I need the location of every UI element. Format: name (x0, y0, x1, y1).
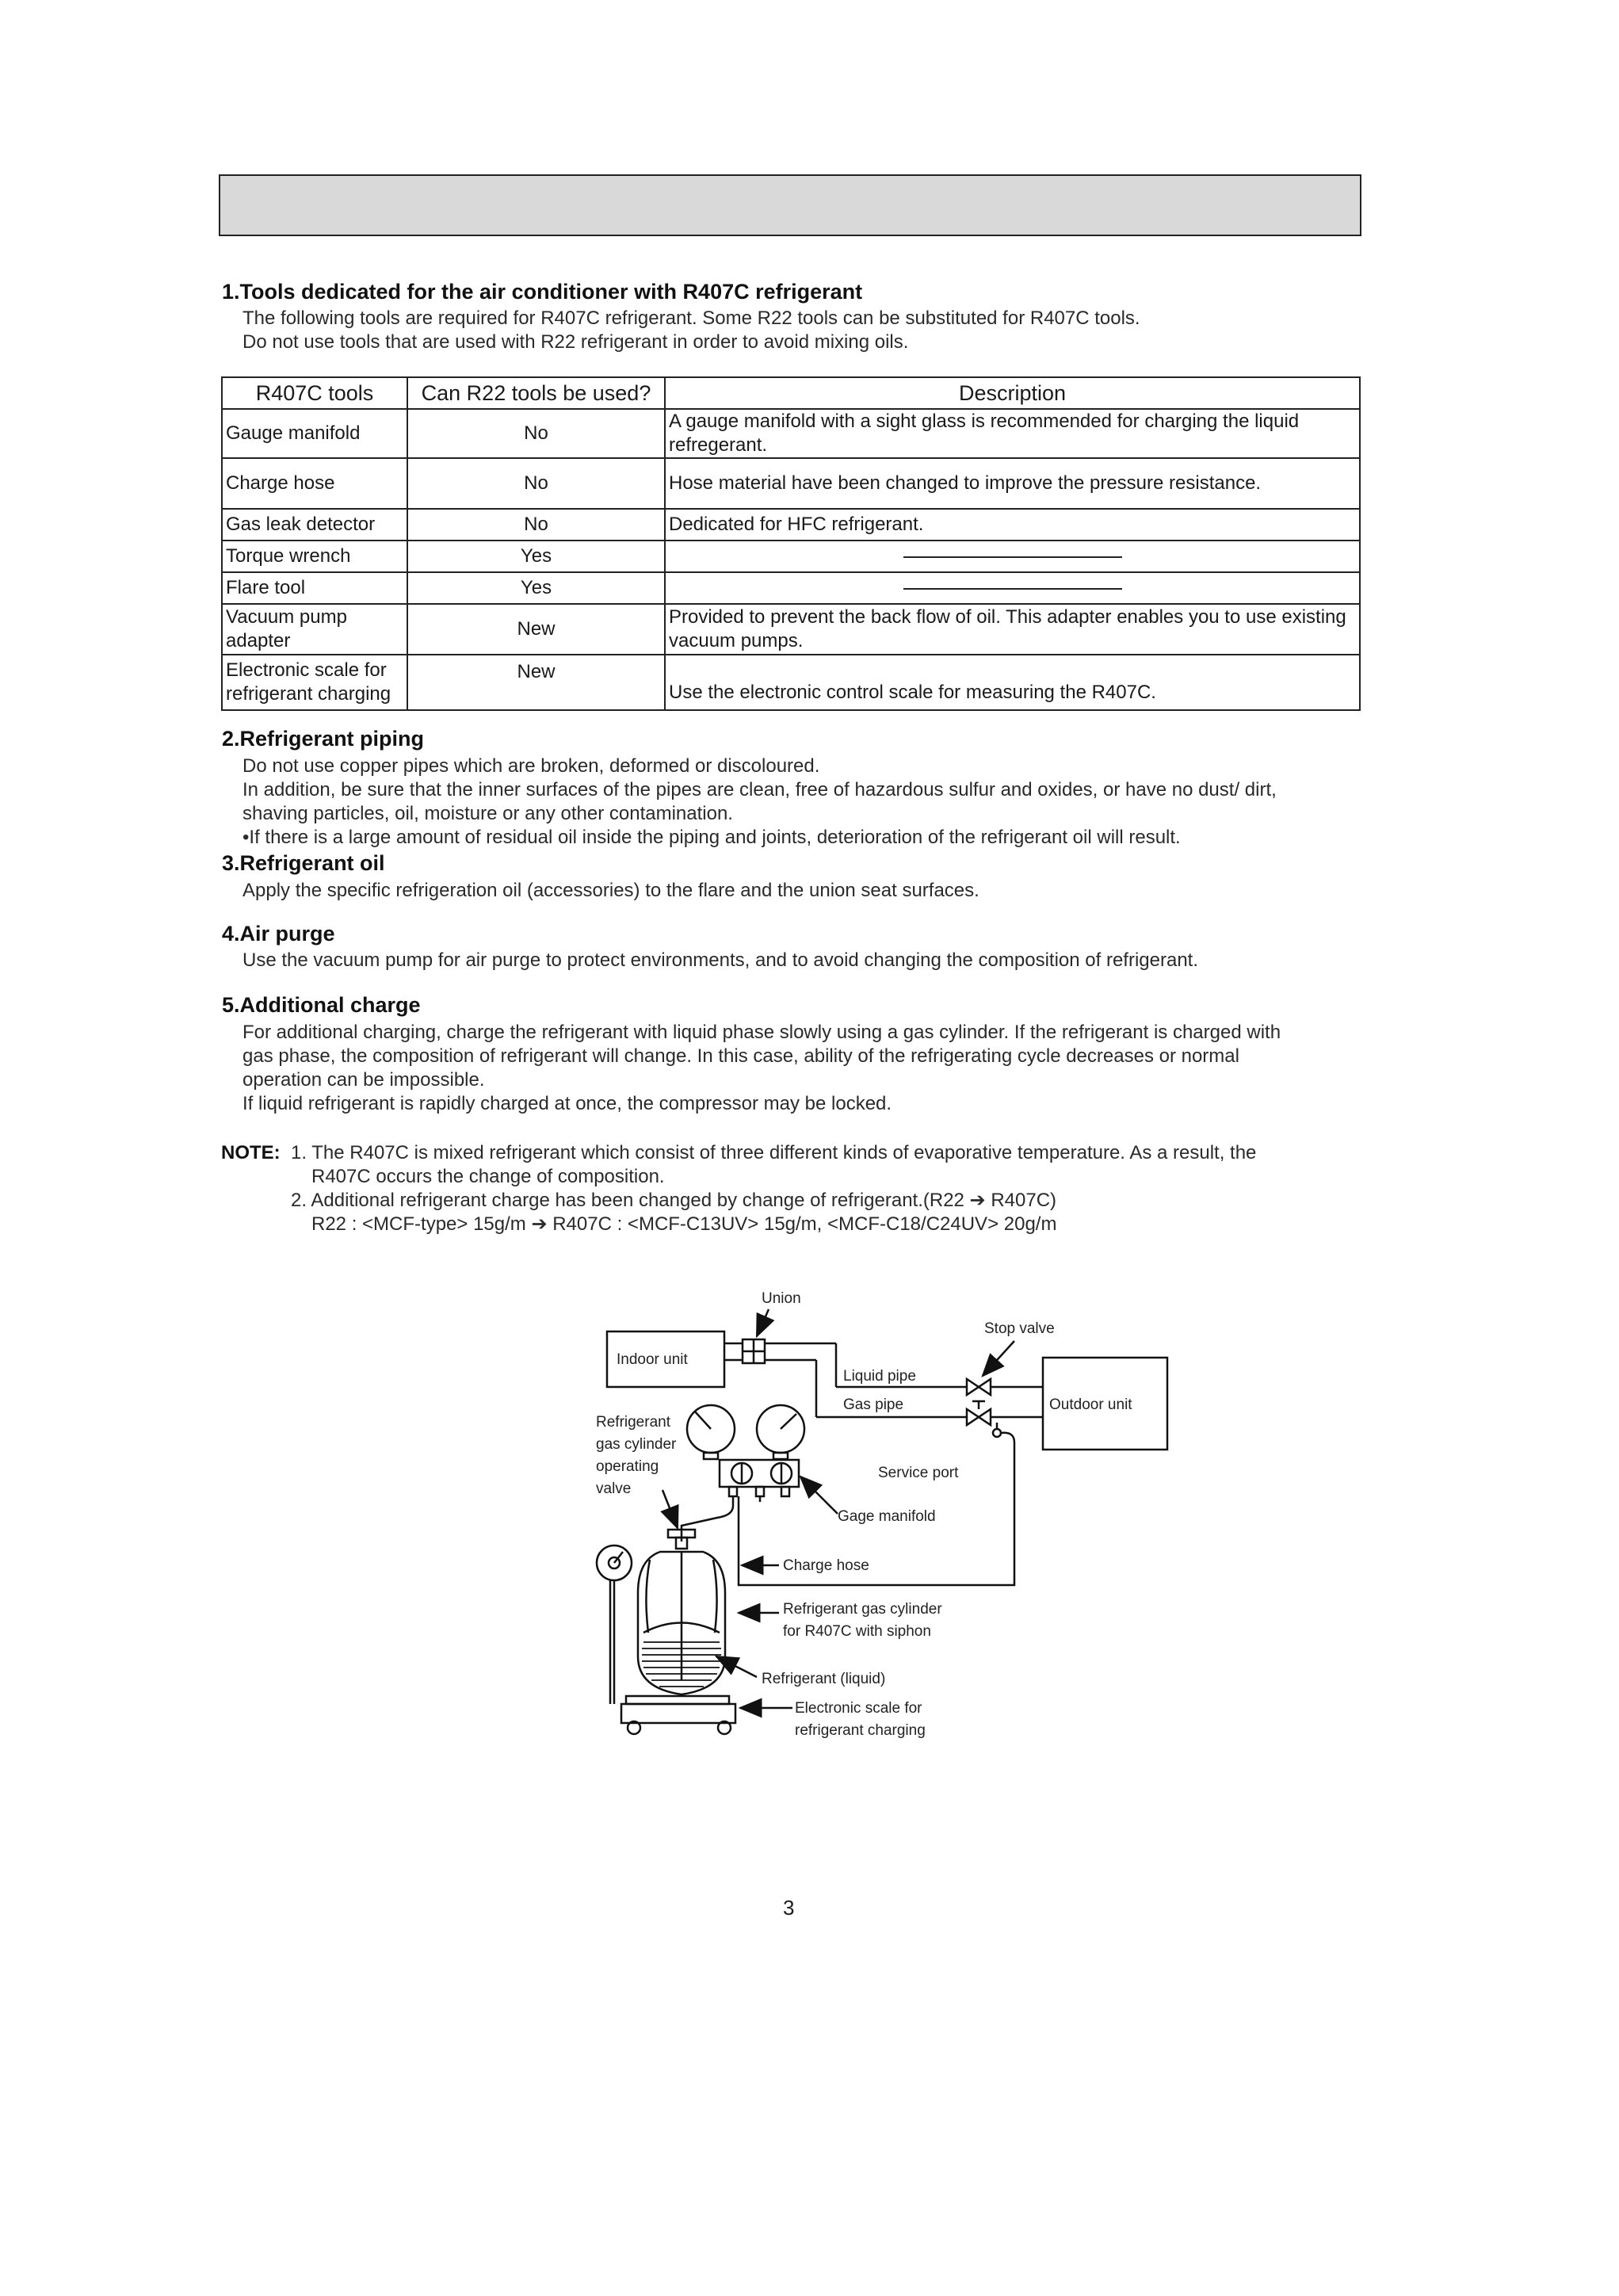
r22-usable: Yes (407, 572, 665, 604)
label-indoor-unit: Indoor unit (617, 1351, 688, 1368)
section-1-line-1: The following tools are required for R407C refrigerant. Some R22 tools can be substituted for R407C tools. (242, 308, 1140, 329)
label-stop-valve: Stop valve (984, 1320, 1055, 1337)
tool-name: Gas leak detector (222, 509, 407, 541)
section-2-line-2: In addition, be sure that the inner surfaces of the pipes are clean, free of hazardous sulfur and oxides, or have no dust/ dirt, (242, 779, 1277, 800)
stop-valve-liquid (967, 1379, 991, 1395)
liquid-arrow (716, 1656, 757, 1677)
label-scale-1: Electronic scale for (795, 1700, 922, 1717)
tool-name: Torque wrench (222, 541, 407, 572)
r22-usable: Yes (407, 541, 665, 572)
section-2-line-4: •If there is a large amount of residual oil inside the piping and joints, deterioration of the refrigerant oil will result. (242, 827, 1181, 848)
header-description: Description (665, 377, 1360, 409)
cylinder-valve-arrow (662, 1490, 678, 1528)
label-cyl-valve-3: operating (596, 1458, 659, 1475)
union-arrow (757, 1309, 769, 1336)
section-5-line-3: operation can be impossible. (242, 1069, 485, 1091)
section-2-line-3: shaving particles, oil, moisture or any other contamination. (242, 803, 733, 824)
label-union: Union (762, 1290, 801, 1307)
label-scale-2: refrigerant charging (795, 1722, 926, 1739)
tool-description: Dedicated for HFC refrigerant. (665, 509, 1360, 541)
section-4-line-1: Use the vacuum pump for air purge to protect environments, and to avoid changing the composition of refrigerant. (242, 949, 1198, 971)
r22-usable: New (407, 604, 665, 655)
stop-valve-gas (967, 1409, 991, 1425)
r22-usable: No (407, 509, 665, 541)
section-3-line-1: Apply the specific refrigeration oil (accessories) to the flare and the union seat surfaces. (242, 880, 979, 901)
note-label: NOTE: (221, 1142, 281, 1163)
label-gage-manifold: Gage manifold (838, 1508, 936, 1525)
r22-usable: New (407, 655, 665, 710)
note-item-1a: 1. The R407C is mixed refrigerant which consist of three different kinds of evaporative temperature. As a result, the (291, 1142, 1257, 1163)
section-5-line-4: If liquid refrigerant is rapidly charged at once, the compressor may be locked. (242, 1093, 892, 1114)
label-cyl-valve-1: Refrigerant (596, 1414, 670, 1431)
note-item-1b: R407C occurs the change of composition. (311, 1166, 665, 1187)
section-5-title: 5.Additional charge (222, 993, 421, 1017)
section-1-line-2: Do not use tools that are used with R22 refrigerant in order to avoid mixing oils. (242, 331, 909, 353)
header-r22: Can R22 tools be used? (407, 377, 665, 409)
label-charge-hose: Charge hose (783, 1557, 869, 1574)
r22-usable: No (407, 458, 665, 509)
tool-name: Vacuum pump adapter (222, 604, 407, 655)
gage-manifold-arrow (800, 1477, 838, 1514)
r22-usable: No (407, 409, 665, 458)
label-liquid: Refrigerant (liquid) (762, 1671, 886, 1687)
label-cyl-valve-4: valve (596, 1480, 632, 1497)
section-2-title: 2.Refrigerant piping (222, 727, 425, 751)
tool-name: Charge hose (222, 458, 407, 509)
tool-name: Flare tool (222, 572, 407, 604)
stop-valve-arrow (983, 1341, 1014, 1376)
label-liquid-pipe: Liquid pipe (843, 1368, 916, 1385)
label-service-port: Service port (878, 1465, 959, 1481)
service-port (993, 1429, 1001, 1437)
note-item-2b: R22 : <MCF-type> 15g/m ➔ R407C : <MCF-C13UV> 15g/m, <MCF-C18/C24UV> 20g/m (311, 1213, 1057, 1235)
section-5-line-1: For additional charging, charge the refrigerant with liquid phase slowly using a gas cylinder. If the refrigerant is charged with (242, 1022, 1281, 1043)
note-item-2a: 2. Additional refrigerant charge has been changed by change of refrigerant.(R22 ➔ R407C) (291, 1190, 1057, 1211)
section-4-title: 4.Air purge (222, 922, 335, 946)
section-2-line-1: Do not use copper pipes which are broken, deformed or discoloured. (242, 755, 820, 777)
header-tools: R407C tools (222, 377, 407, 409)
label-cylinder-1: Refrigerant gas cylinder (783, 1601, 942, 1618)
page-number: 3 (783, 1896, 795, 1920)
tool-description: Hose material have been changed to improve the pressure resistance. (665, 458, 1360, 509)
tool-description: Provided to prevent the back flow of oil. This adapter enables you to use existing vacuum pumps. (665, 604, 1360, 655)
label-outdoor-unit: Outdoor unit (1049, 1396, 1132, 1413)
tool-name: Gauge manifold (222, 409, 407, 458)
label-gas-pipe: Gas pipe (843, 1396, 904, 1413)
section-1-title: 1.Tools dedicated for the air conditioner with R407C refrigerant (222, 280, 863, 304)
section-3-title: 3.Refrigerant oil (222, 851, 385, 875)
section-5-line-2: gas phase, the composition of refrigerant will change. In this case, ability of the refrigerating cycle decreases or normal (242, 1045, 1239, 1067)
label-cylinder-2: for R407C with siphon (783, 1623, 931, 1640)
tool-description: Use the electronic control scale for measuring the R407C. (665, 655, 1360, 710)
electronic-scale (621, 1704, 735, 1723)
label-cyl-valve-2: gas cylinder (596, 1436, 677, 1453)
tool-name: Electronic scale for refrigerant charging (222, 655, 407, 710)
tool-description: A gauge manifold with a sight glass is recommended for charging the liquid refregerant. (665, 409, 1360, 458)
